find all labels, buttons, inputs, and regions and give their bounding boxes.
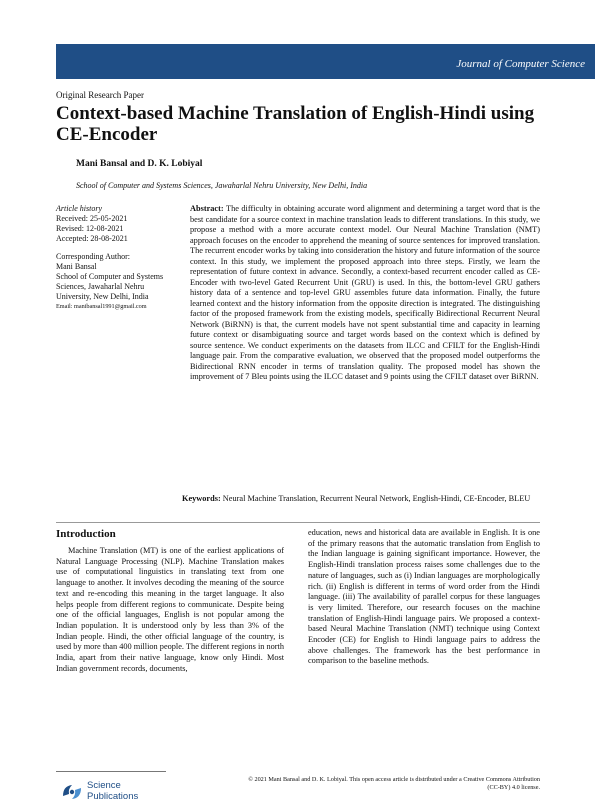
- article-info-sidebar: [56, 204, 174, 312]
- article-history-title: Article history: [56, 204, 102, 213]
- revised-date: Revised: 12-08-2021: [56, 224, 124, 233]
- journal-header-band: [56, 44, 595, 79]
- keywords-text: Neural Machine Translation, Recurrent Neural Network, English-Hindi, CE-Encoder, BLEU: [222, 494, 531, 503]
- abstract: [190, 204, 540, 383]
- science-publications-logo-icon: [60, 780, 84, 804]
- introduction-heading: Introduction: [56, 528, 116, 540]
- keywords-label: Keywords:: [182, 494, 221, 503]
- paper-type: Original Research Paper: [56, 90, 144, 100]
- introduction-right-column: education, news and historical data are available in English. It is one of the primary reasons that the automatic translation from English to the Indian language is gaining significant importance. However, the English-Hindi translation process raises some challenges due to the nature of languages, such as (i) Indian languages are morphologically rich. (ii) English is different in terms of word order from the Hindi language. (iii) The availability of parallel corpus for these languages is very limited. Therefore, our research focuses on the machine translation of English-Hindi language pairs. We proposed a context-based Neural Machine Translation (NMT) technique using Context Encoder (CE) for English to Hindi language pairs to address the above challenges. The framework has the best performance in comparison to the baseline methods.: [308, 528, 540, 666]
- logo-line-1: Science: [87, 780, 121, 791]
- corresponding-author-name: Mani Bansal: [56, 262, 97, 271]
- corresponding-author-address: School of Computer and Systems Sciences, Jawaharlal Nehru University, New Delhi, India: [56, 272, 164, 301]
- paper-title: Context-based Machine Translation of English-Hindi using CE-Encoder: [56, 103, 535, 145]
- section-divider: [56, 522, 540, 523]
- abstract-text: The difficulty in obtaining accurate word alignment and determining a target word that is the best candidate for a source context in machine translation leads to different translations. In this study, we propose a method with a more accurate context model. Our Neural Machine Translation (NMT) approach focuses on the encoder to apprehend the meaning of source sentences for improved translation. The recurrent encoder works by taking into consideration the history and future information of the source context. In this study, we implement the proposed approach into three steps. Firstly, we learn the representation of future context in advance. Secondly, a context-based recurrent encoder called as CE-Encoder with two-level Gated Recurrent Unit (GRU) is used. In this, the bottom-level GRU gathers history data of a sentence and top-level GRU assembles future data information. Finally, the future learned context and the history information from the opposite direction is integrated. The distinguishing factor of the proposed framework from the existing models, specifically Bidirectional Recurrent Neural Network (BiRNN) is that, the current models have not spent substantial time and capacity in learning future context or disambiguating source and target words based on the context which is defined by source sentence. We conduct experiments on the datasets from ILCC and CFILT for the English-Hindi language pair. From the comparative evaluation, we observed that the proposed model outperforms the Bidirectional RNN encoder in terms of translation quality. The proposed model has shown the improvement of 7 Bleu points using the ILCC dataset and 9 points using the CFILT dataset over BiRNN.: [190, 204, 540, 381]
- introduction-left-column: Machine Translation (MT) is one of the earliest applications of Natural Language Processing (NLP). Machine Translation makes use of computational linguistics in translating text from one language to another. It involves decoding the meaning of the source text and re-encoding this meaning in the target language. It also helps people from different regions to communicate. Despite being one of the official languages, English is not popular among the Indian population. It is understood only by less than 3% of the Indian people. Hindi, the other official language of the country, is used by more than 400 million people. The different regions in north India, apart from their native language, know only Hindi. Most Indian government records, documents,: [56, 546, 284, 673]
- paper-authors: Mani Bansal and D. K. Lobiyal: [76, 159, 203, 169]
- footer-divider: [56, 771, 166, 772]
- publisher-logo: [60, 778, 170, 806]
- paper-affiliation: School of Computer and Systems Sciences, Jawaharlal Nehru University, New Delhi, India: [76, 181, 368, 190]
- logo-line-2: Publications: [87, 791, 139, 802]
- keywords: [182, 494, 540, 505]
- corresponding-author-email[interactable]: Email: manibansal1991@gmail.com: [56, 303, 147, 310]
- license-notice: © 2021 Mani Bansal and D. K. Lobiyal. This open access article is distributed under a Creative Commons Attribution (CC-BY) 4.0 license.: [248, 776, 540, 791]
- accepted-date: Accepted: 28-08-2021: [56, 234, 128, 243]
- received-date: Received: 25-05-2021: [56, 214, 128, 223]
- corresponding-author-title: Corresponding Author:: [56, 252, 130, 261]
- journal-name: Journal of Computer Science: [456, 58, 585, 70]
- abstract-label: Abstract:: [190, 204, 224, 213]
